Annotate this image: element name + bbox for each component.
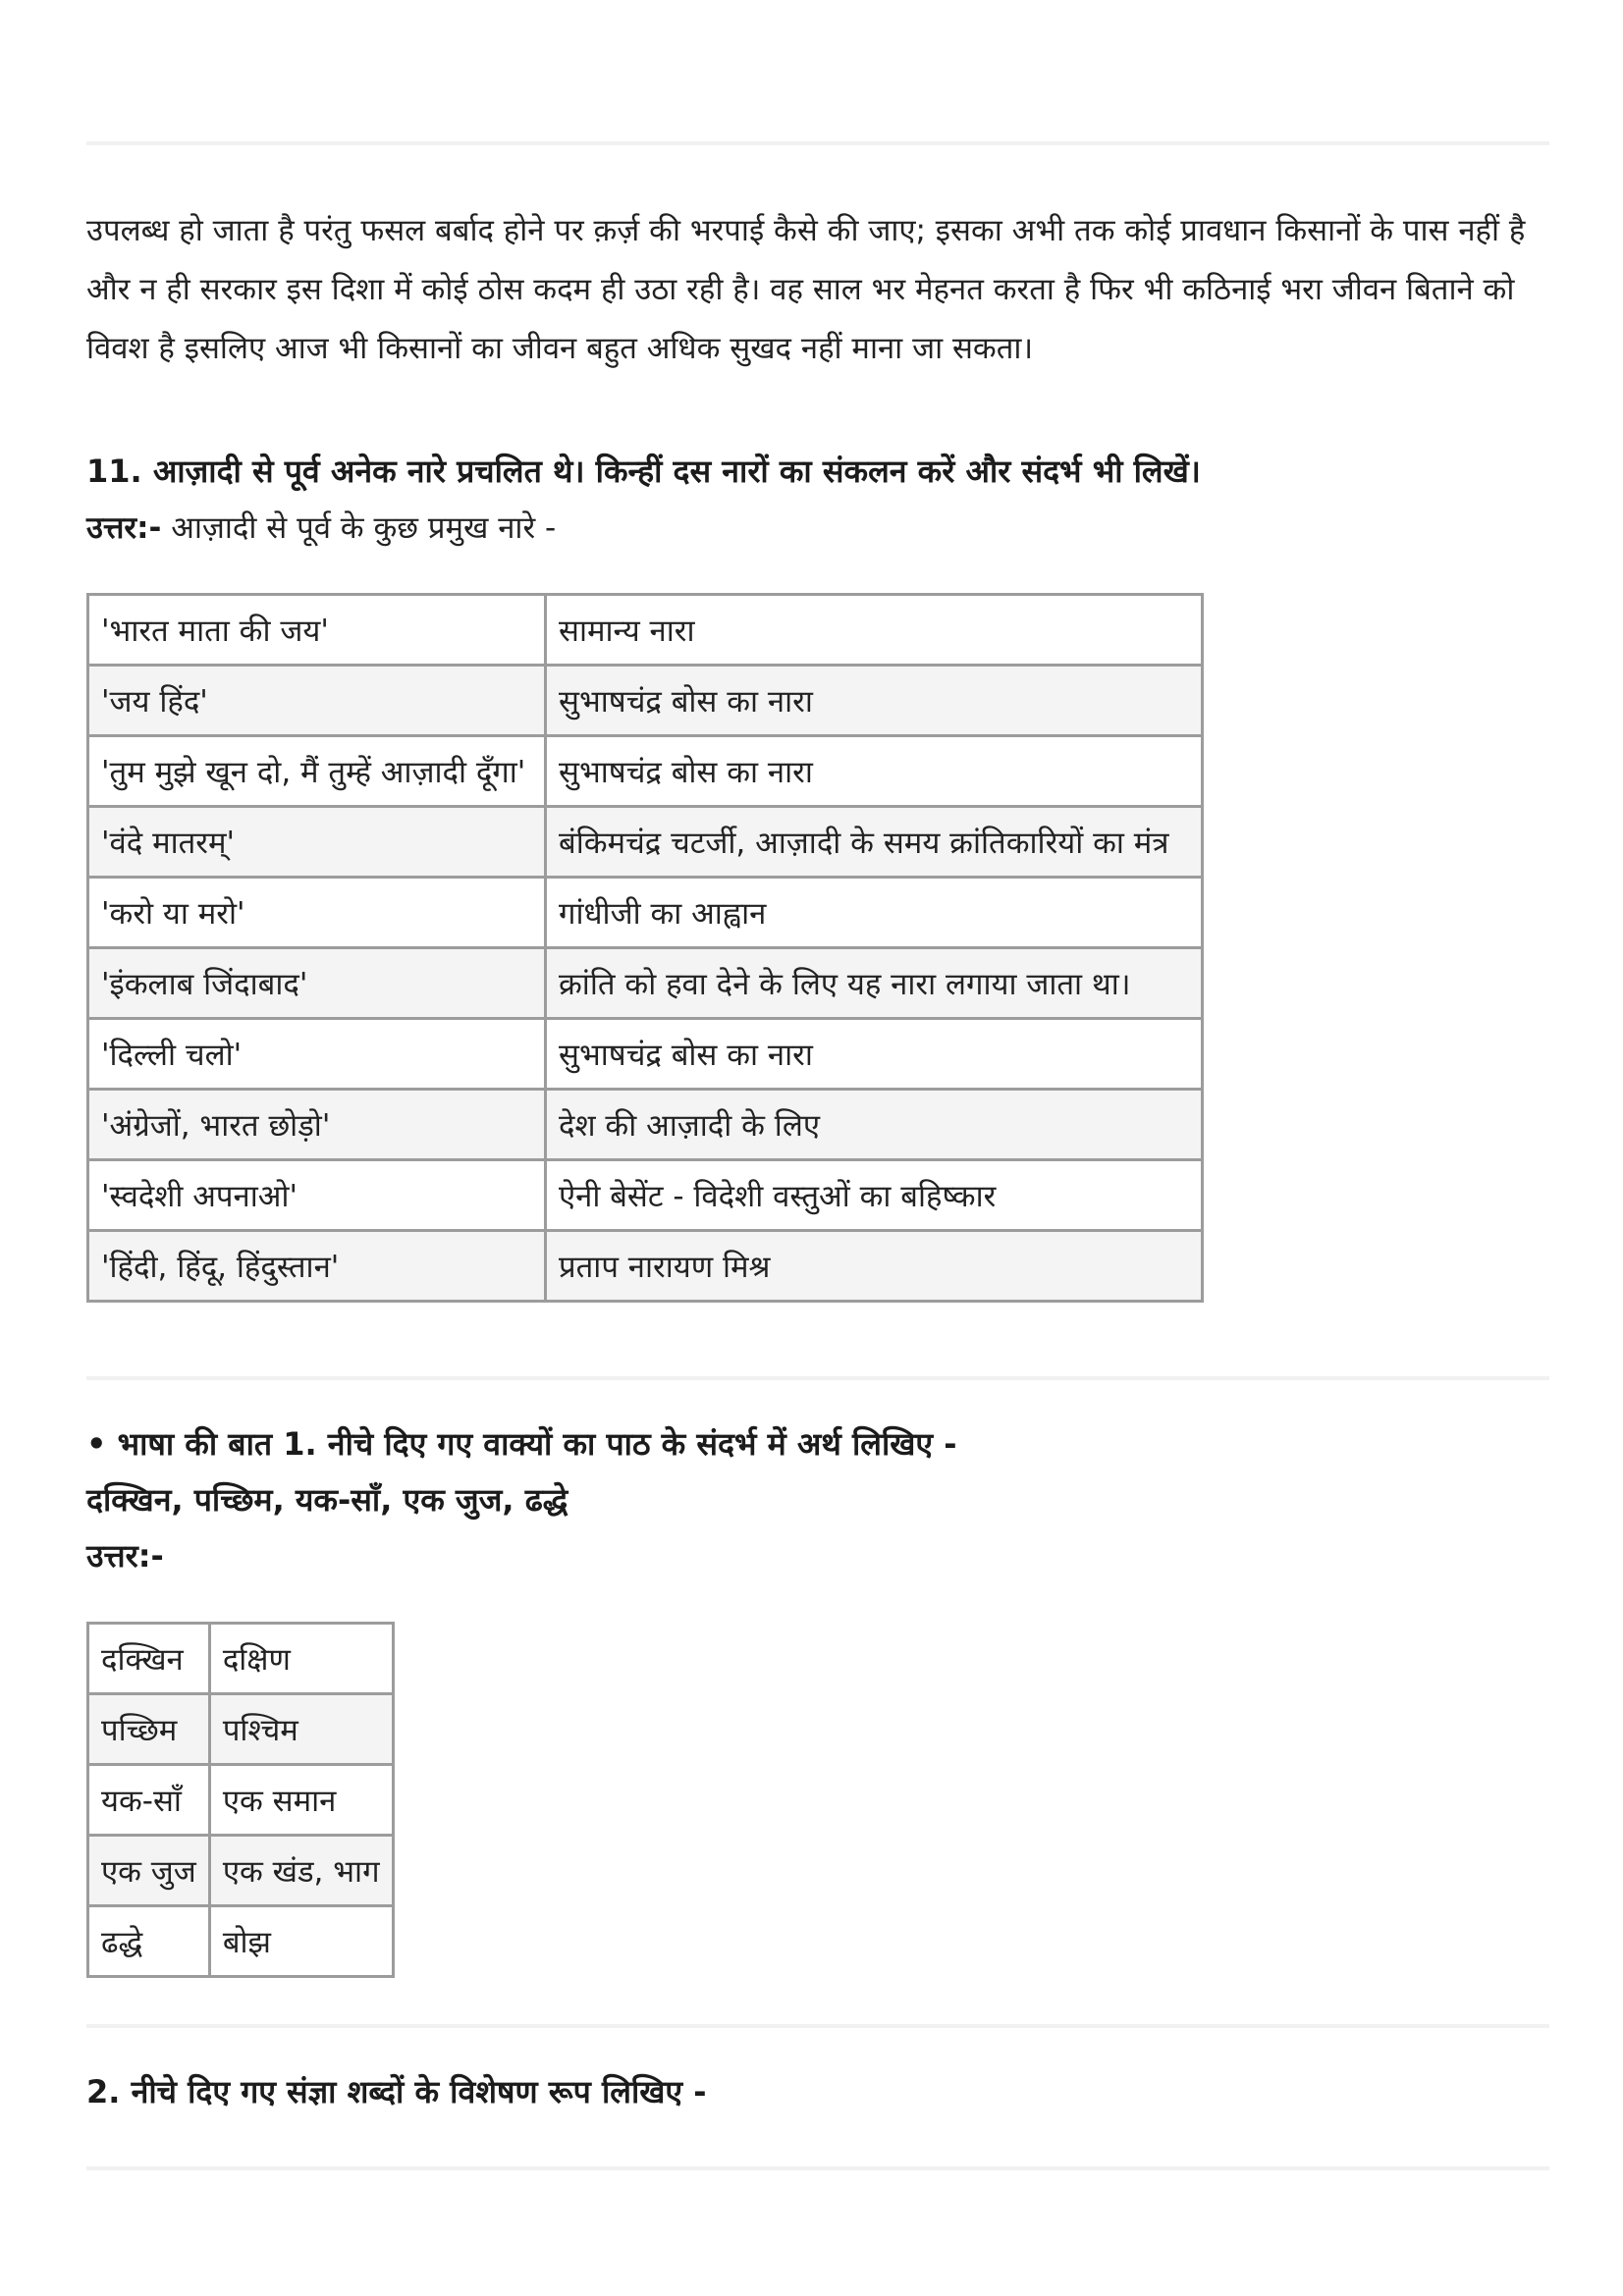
table-row: [88, 948, 1203, 1019]
slogan-cell: 'इंकलाब जिंदाबाद': [88, 948, 546, 1019]
bhasha-answer-label: उत्तर:-: [86, 1537, 164, 1575]
question-11: 11. आज़ादी से पूर्व अनेक नारे प्रचलित थे। किन्हीं दस नारों का संकलन करें और संदर्भ भी लिखें।: [86, 453, 1201, 490]
word-cell: दक्खिन: [88, 1624, 210, 1694]
words-line: दक्खिन, पच्छिम, यक-साँ, एक जुज, ढद्धे: [86, 1481, 568, 1519]
word-cell: ढद्धे: [88, 1906, 210, 1977]
meaning-cell: एक खंड, भाग: [209, 1836, 393, 1906]
context-cell: सामान्य नारा: [546, 595, 1203, 666]
table-row: [88, 1160, 1203, 1231]
bhasha-question: • भाषा की बात 1. नीचे दिए गए वाक्यों का पाठ के संदर्भ में अर्थ लिखिए -: [86, 1425, 957, 1463]
table-row: [88, 807, 1203, 878]
bottom-divider: [86, 2166, 1549, 2170]
table-row: [88, 1019, 1203, 1090]
slogan-cell: 'स्वदेशी अपनाओ': [88, 1160, 546, 1231]
words-table: [86, 1622, 395, 1978]
context-cell: ऐनी बेसेंट - विदेशी वस्तुओं का बहिष्कार: [546, 1160, 1203, 1231]
meaning-cell: पश्चिम: [209, 1694, 393, 1765]
context-cell: प्रताप नारायण मिश्र: [546, 1231, 1203, 1302]
table-row: [88, 1624, 394, 1694]
slogan-cell: 'तुम मुझे खून दो, मैं तुम्हें आज़ादी दूँगा': [88, 736, 546, 807]
divider: [86, 1376, 1549, 1380]
context-cell: सुभाषचंद्र बोस का नारा: [546, 1019, 1203, 1090]
context-cell: गांधीजी का आह्वान: [546, 878, 1203, 948]
intro-paragraph: उपलब्ध हो जाता है परंतु फसल बर्बाद होने पर क़र्ज़ की भरपाई कैसे की जाए; इसका अभी तक कोई प्रावधान किसानों के पास नहीं है और न ही सरकार इस दिशा में कोई ठोस कदम ही उठा रही है। वह साल भर मेहनत करता है फिर भी कठिनाई भरा जीवन बिताने को विवश है इसलिए आज भी किसानों का जीवन बहुत अधिक सुखद नहीं माना जा सकता।: [86, 213, 1526, 366]
meaning-cell: एक समान: [209, 1765, 393, 1836]
slogan-cell: 'अंग्रेजों, भारत छोड़ो': [88, 1090, 546, 1160]
context-cell: सुभाषचंद्र बोस का नारा: [546, 736, 1203, 807]
slogan-cell: 'करो या मरो': [88, 878, 546, 948]
table-row: [88, 1765, 394, 1836]
table-row: [88, 1231, 1203, 1302]
table-row: [88, 1836, 394, 1906]
meaning-cell: दक्षिण: [209, 1624, 393, 1694]
context-cell: देश की आज़ादी के लिए: [546, 1090, 1203, 1160]
table-row: [88, 878, 1203, 948]
slogan-cell: 'भारत माता की जय': [88, 595, 546, 666]
table-row: [88, 736, 1203, 807]
word-cell: यक-साँ: [88, 1765, 210, 1836]
context-cell: बंकिमचंद्र चटर्जी, आज़ादी के समय क्रांतिकारियों का मंत्र: [546, 807, 1203, 878]
table-row: [88, 1090, 1203, 1160]
answer-label: उत्तर:-: [86, 510, 162, 546]
meaning-cell: बोझ: [209, 1906, 393, 1977]
slogan-cell: 'दिल्ली चलो': [88, 1019, 546, 1090]
table-row: [88, 1694, 394, 1765]
slogan-cell: 'वंदे मातरम्': [88, 807, 546, 878]
answer-text: आज़ादी से पूर्व के कुछ प्रमुख नारे -: [161, 510, 557, 546]
word-cell: पच्छिम: [88, 1694, 210, 1765]
question-2: 2. नीचे दिए गए संज्ञा शब्दों के विशेषण रूप लिखिए -: [86, 2073, 707, 2110]
context-cell: क्रांति को हवा देने के लिए यह नारा लगाया जाता था।: [546, 948, 1203, 1019]
divider: [86, 2024, 1549, 2028]
table-row: [88, 1906, 394, 1977]
table-row: [88, 666, 1203, 736]
table-row: [88, 595, 1203, 666]
context-cell: सुभाषचंद्र बोस का नारा: [546, 666, 1203, 736]
slogan-cell: 'हिंदी, हिंदू, हिंदुस्तान': [88, 1231, 546, 1302]
top-divider: [86, 141, 1549, 145]
word-cell: एक जुज: [88, 1836, 210, 1906]
question-11-answer: [86, 504, 556, 553]
slogans-table: [86, 593, 1204, 1303]
slogan-cell: 'जय हिंद': [88, 666, 546, 736]
